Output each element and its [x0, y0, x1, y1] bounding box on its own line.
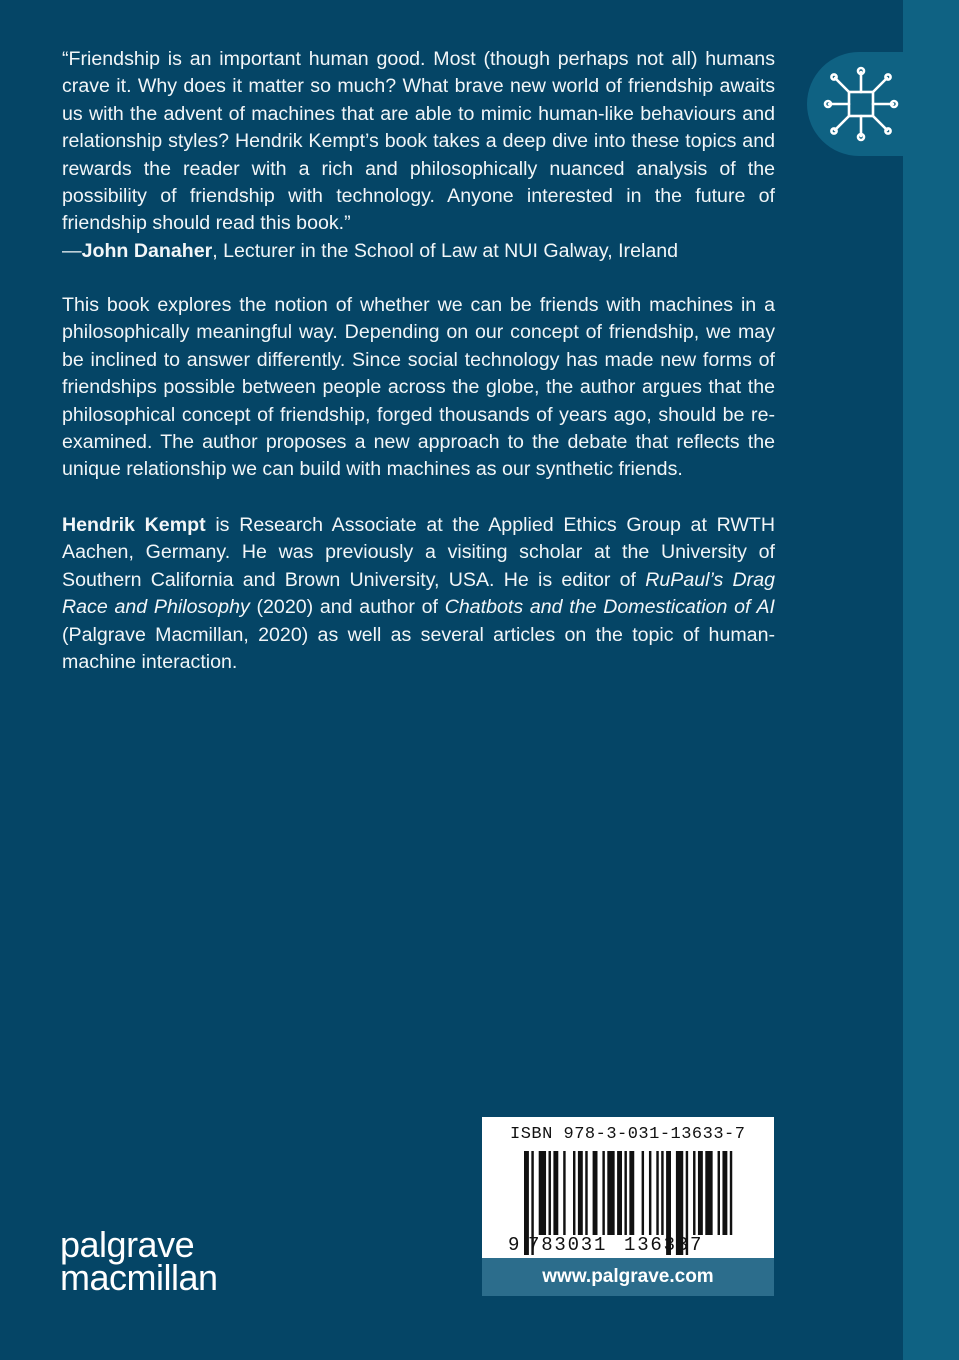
bio-title1: RuPaul’s Drag Race and Philosophy [62, 568, 775, 619]
barcode-bar [593, 1151, 598, 1235]
barcode-bar [563, 1151, 565, 1235]
bio-part1: is Research Associate at the Applied Ethics Group at RWTH Aachen, Germany. He was previously a visiting scholar at the University of Southern California and Brown University, USA. He is editor of [62, 514, 776, 591]
barcode-bar [629, 1151, 634, 1235]
quote-dash: — [62, 239, 82, 262]
logo-tab [807, 52, 959, 156]
publisher-logo [60, 1224, 218, 1298]
barcode-bar [656, 1151, 658, 1235]
description-text: This book explores the notion of whether we can be friends with machines in a philosophically meaningful way. Depending on our concept of friendship, we may be inclined to answer differently. Since social technology has made new forms of friendships possible between people across the globe, the author argues that the philosophical concept of friendship, forged thousands of years ago, should be re-examined. The author proposes a new approach to the debate that reflects the unique relationship we can build with machines as our synthetic friends. [62, 294, 775, 481]
barcode-bar [705, 1151, 712, 1235]
quote-attribution [62, 238, 775, 265]
spine-color-strip [903, 0, 959, 1360]
barcode-digits-left: 783031 [528, 1234, 608, 1256]
barcode-bar [578, 1151, 583, 1235]
barcode-bar [553, 1151, 558, 1235]
publisher-line1: palgrave [60, 1224, 195, 1265]
barcode-bar [730, 1151, 732, 1235]
bio-text [62, 512, 775, 676]
barcode-bar [573, 1151, 575, 1235]
bio-name: Hendrik Kempt [62, 514, 206, 536]
quote-text: “Friendship is an important human good. Most (though perhaps not all) humans crave it. Why does it matter so much? What brave new world of friendship awaits us with the advent of machines that are able to mimic human-like behaviours and relationship styles? Hendrik Kempt’s book takes a deep dive into these topics and rewards the reader with a rich and philosophically nuanced analysis of the possibility of friendship with technology. Anyone interested in the future of friendship should read this book.” [62, 48, 775, 235]
author-bio [62, 512, 775, 676]
bio-part3: (Palgrave Macmillan, 2020) as well as several articles on the topic of human-machine interaction. [62, 623, 775, 674]
barcode-bar [649, 1151, 651, 1235]
barcode-bar [602, 1151, 604, 1235]
barcode-bar [661, 1151, 663, 1235]
barcode-bar [698, 1151, 703, 1235]
quote-author: John Danaher [81, 239, 213, 262]
barcode-bar [539, 1151, 546, 1235]
barcode-digits-right: 136337 [624, 1234, 704, 1256]
barcode-bar [722, 1151, 727, 1235]
barcode-bar [607, 1151, 614, 1235]
website-url: www.palgrave.com [482, 1258, 774, 1296]
endorsement-quote [62, 46, 775, 265]
quote-affiliation: , Lecturer in the School of Law at NUI Galway, Ireland [212, 239, 679, 262]
bio-title2: Chatbots and the Domestication of AI [444, 596, 775, 619]
barcode-bar [617, 1151, 622, 1235]
barcode-bar [718, 1151, 720, 1235]
barcode-bar [624, 1151, 626, 1235]
palgrave-star-icon [821, 64, 901, 144]
isbn-barcode [482, 1117, 774, 1258]
barcode-bar [585, 1151, 587, 1235]
book-description [62, 292, 775, 484]
barcode-bar [642, 1151, 644, 1235]
barcode-digit-first: 9 [508, 1234, 520, 1256]
barcode-bar [693, 1151, 695, 1235]
publisher-line2: macmillan [60, 1257, 218, 1298]
isbn-label: ISBN 978-3-031-13633-7 [510, 1125, 746, 1144]
bio-part2: (2020) and author of [249, 596, 445, 619]
barcode-bar [549, 1151, 551, 1235]
